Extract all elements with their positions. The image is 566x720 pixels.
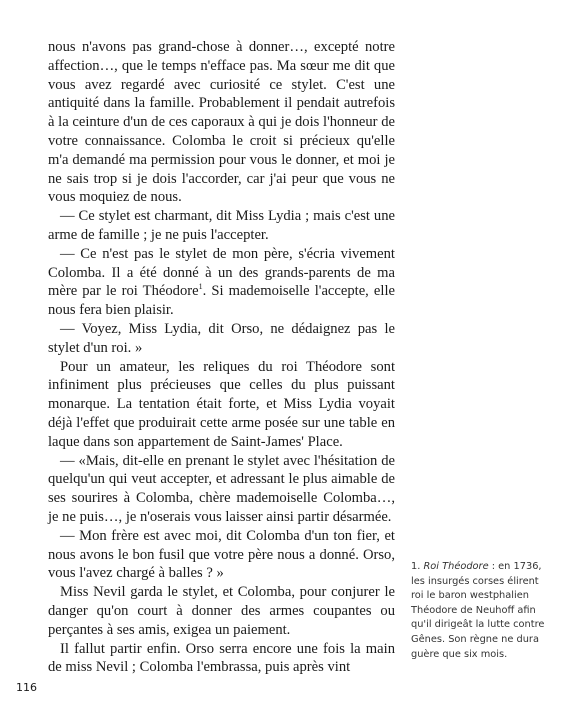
- paragraph: nous n'avons pas grand-chose à donner…, excepté notre affection…, que le temps n'efface pas. Ma sœur me dit que vous avez regardé avec curiosité ce stylet. C'est une antiquité dans la famille. Probablement il pendait autrefois à la ceinture d'un de ces caporaux à qui je dois l'honneur de votre connaissance. Colomba le croit si précieux qu'elle m'a demandé ma permission pour vous le donner, et moi je ne sais trop si je dois l'accorder, car j'ai peur que vous ne vous moquiez de nous.: [48, 39, 395, 206]
- paragraph: Pour un amateur, les reliques du roi Théodore sont infiniment plus précieuses que celles du plus puissant monarque. La tentation était forte, et Miss Lydia voyait déjà l'effet que produirait cette arme posée sur une table en laque dans son appartement de Saint-James' Place.: [48, 358, 395, 450]
- paragraph: — «Mais, dit-elle en prenant le stylet avec l'hésitation de quelqu'un qui veut accepter, et adressant le plus aimable de ses sourires à Colomba, chère mademoiselle Colomba…, je ne puis…, je n'oserais vous laisser ainsi partir désarmée.: [48, 452, 395, 525]
- paragraph-text: — Ce n'est pas le stylet de mon père, s'écria vivement Colomba. Il a été donné à un des grands-parents de ma mère par le roi Théodore: [48, 245, 395, 300]
- footnote-number: 1.: [411, 561, 421, 572]
- paragraph: — Mon frère est avec moi, dit Colomba d'un ton fier, et nous avons le bon fusil que votre père nous a donné. Orso, vous l'avez chargé à balles ? »: [48, 527, 395, 582]
- paragraph: — Voyez, Miss Lydia, dit Orso, ne dédaignez pas le stylet d'un roi. »: [48, 320, 395, 356]
- paragraph: [48, 245, 395, 320]
- paragraph: Il fallut partir enfin. Orso serra encore une fois la main de miss Nevil ; Colomba l'embrassa, puis après vint: [48, 640, 395, 676]
- footnote: [411, 560, 551, 662]
- footnote-reference: 1: [198, 282, 203, 292]
- body-text: [48, 38, 395, 677]
- paragraph-text: . Si mademoiselle l'accepte, elle nous fera bien plaisir.: [48, 283, 395, 319]
- page-number: 116: [16, 681, 37, 694]
- paragraph: Miss Nevil garda le stylet, et Colomba, pour conjurer le danger qu'on court à donner des armes coupantes ou perçantes à ses amis, exigea un paiement.: [48, 584, 395, 638]
- footnote-term: Roi Théodore: [423, 561, 489, 572]
- paragraph: — Ce stylet est charmant, dit Miss Lydia ; mais c'est une arme de famille ; je ne puis l'accepter.: [48, 208, 395, 243]
- footnote-text: : en 1736, les insurgés corses élirent roi le baron westphalien Théodore de Neuhoff afin qu'il dirigeât la lutte contre Gênes. Son règne ne dura guère que six mois.: [411, 561, 545, 660]
